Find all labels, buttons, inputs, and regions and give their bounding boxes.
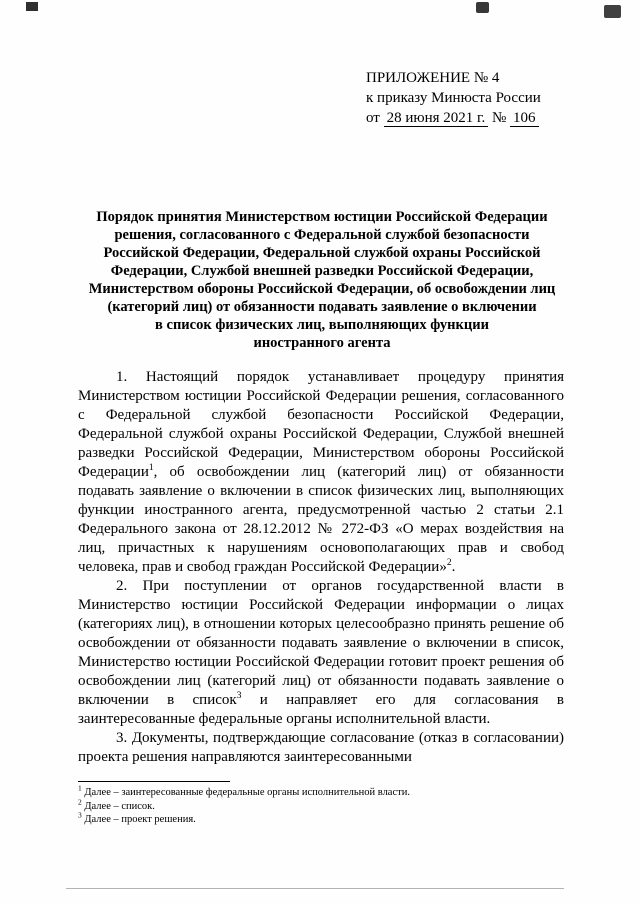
paragraph-2 [78,577,564,729]
paragraph-1-text: , об освобождении лиц (категорий лиц) от обязанности подавать заявление о включении в список физических лиц, выполняющих функции иностранного агента, предусмотренной частью 2 статьи 2.1 Федерального закона от 28.12.2012 № 272-ФЗ «О мерах воздействия на лиц, причастных к нарушениям основополагающих прав и свобод человека, прав и свобод граждан Российской Федерации» [78,464,564,575]
header-date-line [366,108,566,128]
footnote-1-text: Далее – заинтересованные федеральные органы исполнительной власти. [84,787,410,798]
title-line: иностранного агента [253,335,391,351]
header-order-line: к приказу Минюста России [366,90,541,106]
scan-artifact-bottom-line [66,888,564,889]
footnote-3-text: Далее – проект решения. [84,814,196,825]
footnote-2-text: Далее – список. [84,800,155,812]
paragraph-1-text: . [451,559,456,575]
title-line: Министерством обороны Российской Федерации, об освобождении лиц [88,281,556,297]
footnote-ref-1: 1 [148,463,154,473]
order-date: 28 июня 2021 г. [384,110,489,127]
footnotes [78,783,564,827]
document-body [78,368,564,767]
paragraph-3 [78,729,564,767]
paragraph-1-text: 1. Настоящий порядок устанавливает процедуру принятия Министерством юстиции Российской Федерации решения, согласованного с Федеральной службой безопасности Российской Федерации, Федеральной службой охраны Российской Федерации, Службой внешней разведки Российской Федерации, Министерством обороны Российской Федерации [78,369,564,480]
number-sign: № [491,110,507,126]
title-line: Федерации, Службой внешней разведки Российской Федерации, [110,263,534,279]
footnote-3-num: 3 [78,810,82,820]
date-prefix: от [366,110,380,126]
footnote-ref-3: 3 [236,691,242,701]
footnote-separator [78,781,230,782]
footnote-3 [78,810,564,827]
paragraph-2-text: 2. При поступлении от органов государственной власти в Министерство юстиции Российской Федерации информации о лицах (категориях лиц), в отношении которых целесообразно принять решение об освобождении от обязанности подавать заявление о включении в список, Министерство юстиции Российской Федерации готовит проект решения об освобождении лиц (категорий лиц) от обязанности подавать заявление о включении в список [78,578,564,708]
title-line: в список физических лиц, выполняющих функции [155,317,489,333]
document-header [366,68,566,128]
paragraph-3-text: 3. Документы, подтверждающие согласование (отказ в согласовании) проекта решения направляются заинтересованными [78,730,564,765]
header-appendix-line: ПРИЛОЖЕНИЕ № 4 [366,70,500,86]
scan-artifact-top-center [476,2,489,13]
scan-artifact-top-right [604,5,621,18]
document-title [78,208,566,352]
footnote-2-num: 2 [78,797,82,806]
title-line: Российской Федерации, Федеральной службой охраны Российской [103,245,541,261]
paragraph-2-text: и направляет его для согласования в заинтересованные федеральные органы исполнительной власти. [78,692,564,727]
footnote-1 [78,783,564,800]
title-line: решения, согласованного с Федеральной службой безопасности [114,227,530,243]
footnote-ref-2: 2 [446,558,452,568]
order-number: 106 [510,110,539,127]
title-line: (категорий лиц) от обязанности подавать заявление о включении [107,299,537,315]
scan-artifact-top-left [26,2,38,11]
paragraph-1 [78,368,564,577]
footnote-2 [78,797,564,814]
footnote-1-num: 1 [78,783,82,793]
title-line: Порядок принятия Министерством юстиции Российской Федерации [96,209,548,225]
